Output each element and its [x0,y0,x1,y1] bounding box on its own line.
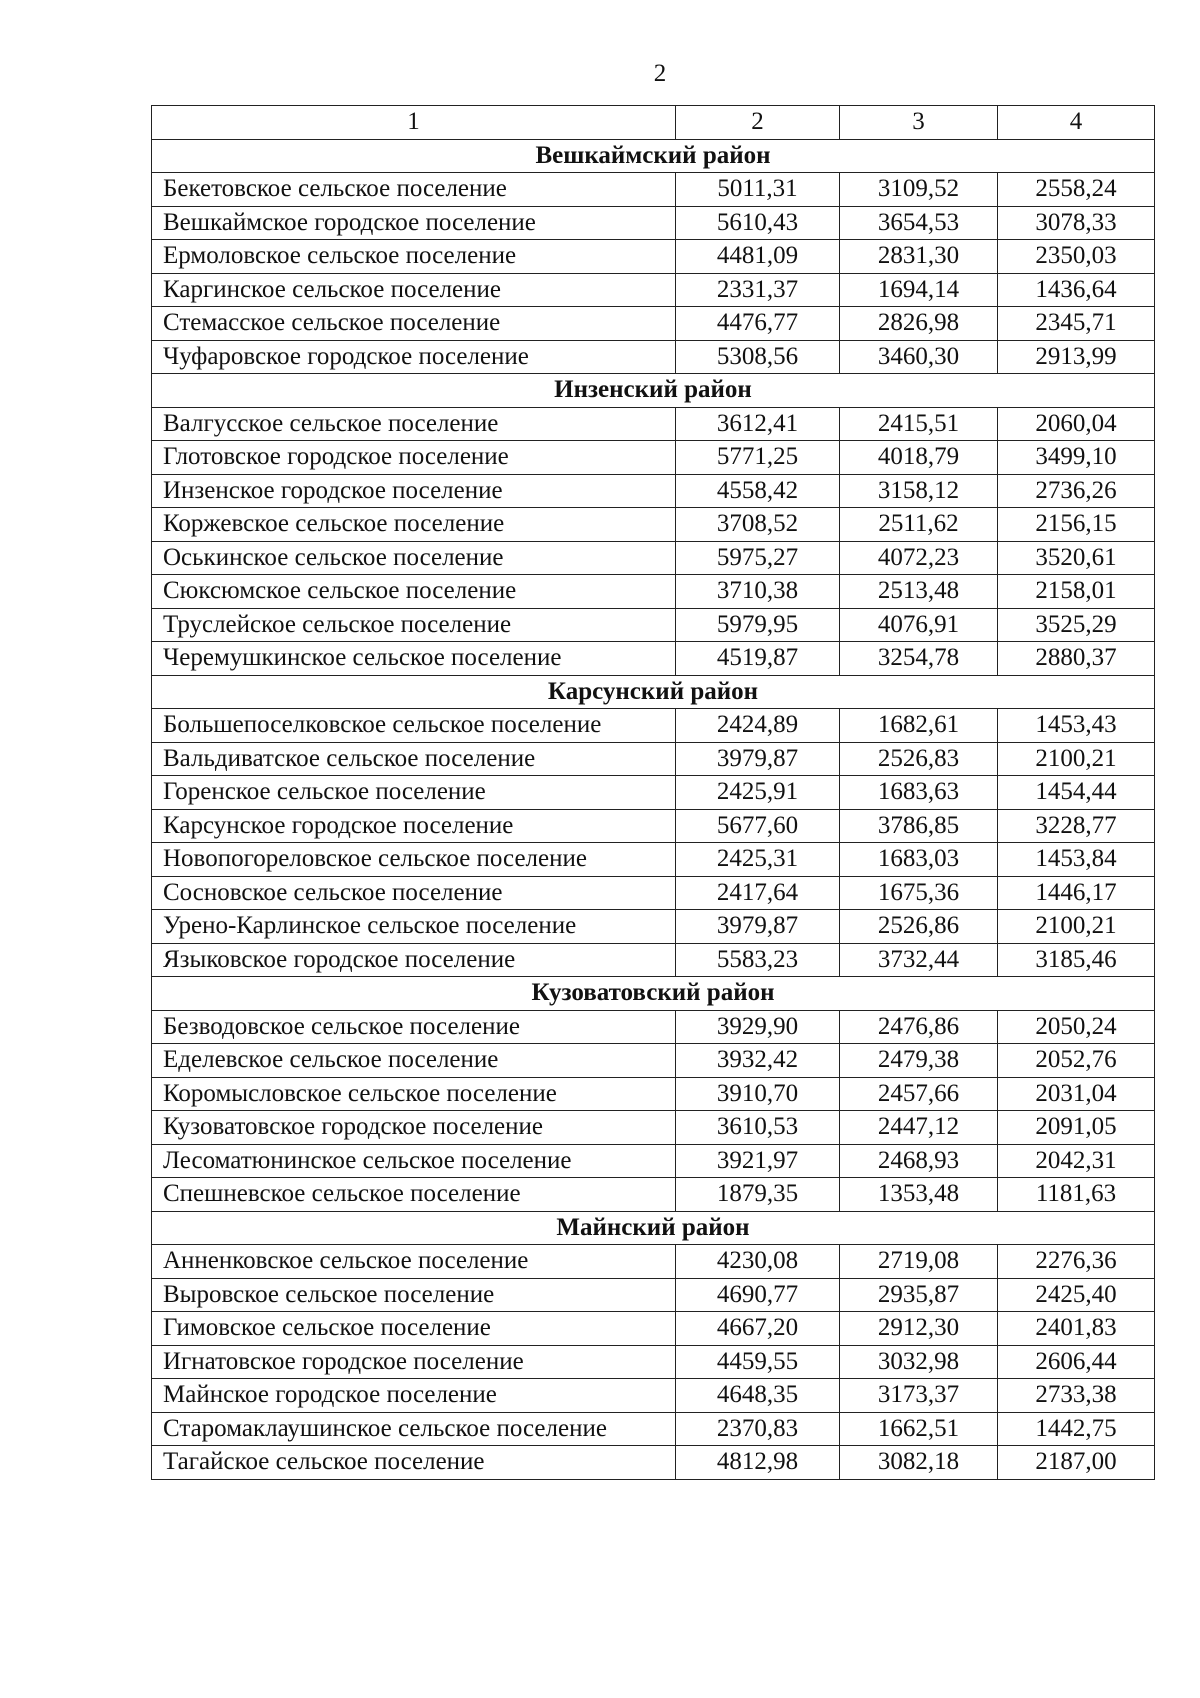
value-col-4: 2276,36 [998,1245,1155,1279]
value-col-3: 1353,48 [840,1178,998,1212]
value-col-4: 2425,40 [998,1278,1155,1312]
value-col-3: 4018,79 [840,441,998,475]
district-row [152,977,1155,1011]
table-row [152,240,1155,274]
value-col-2: 2424,89 [676,709,840,743]
district-row [152,675,1155,709]
district-row [152,374,1155,408]
value-col-3: 3460,30 [840,340,998,374]
value-col-4: 2345,71 [998,307,1155,341]
district-title: Майнский район [152,1211,1155,1245]
value-col-2: 2417,64 [676,876,840,910]
value-col-4: 3525,29 [998,608,1155,642]
district-title: Вешкаймский район [152,139,1155,173]
value-col-4: 2042,31 [998,1144,1155,1178]
settlement-name: Чуфаровское городское поселение [152,340,676,374]
value-col-2: 4459,55 [676,1345,840,1379]
header-cell-3: 3 [840,106,998,140]
value-col-4: 2558,24 [998,173,1155,207]
value-col-4: 3078,33 [998,206,1155,240]
settlement-name: Еделевское сельское поселение [152,1044,676,1078]
district-title: Инзенский район [152,374,1155,408]
value-col-3: 3032,98 [840,1345,998,1379]
value-col-4: 1181,63 [998,1178,1155,1212]
settlement-name: Безводовское сельское поселение [152,1010,676,1044]
value-col-4: 2091,05 [998,1111,1155,1145]
value-col-2: 2425,31 [676,843,840,877]
district-row [152,139,1155,173]
value-col-2: 4481,09 [676,240,840,274]
value-col-2: 1879,35 [676,1178,840,1212]
value-col-3: 2511,62 [840,508,998,542]
value-col-3: 2476,86 [840,1010,998,1044]
header-cell-4: 4 [998,106,1155,140]
value-col-2: 5583,23 [676,943,840,977]
value-col-2: 5610,43 [676,206,840,240]
settlement-name: Глотовское городское поселение [152,441,676,475]
table-row [152,508,1155,542]
value-col-3: 3109,52 [840,173,998,207]
settlement-name: Горенское сельское поселение [152,776,676,810]
value-col-3: 2831,30 [840,240,998,274]
settlement-name: Урено-Карлинское сельское поселение [152,910,676,944]
district-title: Карсунский район [152,675,1155,709]
table-row [152,642,1155,676]
value-col-4: 2052,76 [998,1044,1155,1078]
value-col-2: 4812,98 [676,1446,840,1480]
value-col-4: 3228,77 [998,809,1155,843]
value-col-2: 3921,97 [676,1144,840,1178]
value-col-4: 2100,21 [998,742,1155,776]
table-row [152,273,1155,307]
settlement-name: Майнское городское поселение [152,1379,676,1413]
table-row [152,541,1155,575]
settlement-name: Каргинское сельское поселение [152,273,676,307]
value-col-3: 2526,86 [840,910,998,944]
header-cell-1: 1 [152,106,676,140]
value-col-4: 3520,61 [998,541,1155,575]
value-col-2: 3979,87 [676,742,840,776]
value-col-4: 2350,03 [998,240,1155,274]
table-row [152,1278,1155,1312]
value-col-4: 2913,99 [998,340,1155,374]
value-col-3: 2457,66 [840,1077,998,1111]
settlement-name: Сосновское сельское поселение [152,876,676,910]
value-col-2: 3910,70 [676,1077,840,1111]
value-col-3: 1683,03 [840,843,998,877]
settlement-name: Кузоватовское городское поселение [152,1111,676,1145]
value-col-3: 3654,53 [840,206,998,240]
value-col-3: 2468,93 [840,1144,998,1178]
value-col-4: 1453,43 [998,709,1155,743]
value-col-2: 4476,77 [676,307,840,341]
table-row [152,1245,1155,1279]
table-row [152,340,1155,374]
value-col-3: 2935,87 [840,1278,998,1312]
settlement-name: Черемушкинское сельское поселение [152,642,676,676]
value-col-3: 2719,08 [840,1245,998,1279]
table-row [152,474,1155,508]
settlement-name: Ермоловское сельское поселение [152,240,676,274]
table-row [152,910,1155,944]
value-col-3: 3254,78 [840,642,998,676]
settlement-name: Спешневское сельское поселение [152,1178,676,1212]
header-row [152,106,1155,140]
value-col-2: 5308,56 [676,340,840,374]
value-col-2: 5771,25 [676,441,840,475]
settlements-table [151,105,1155,1480]
value-col-4: 2733,38 [998,1379,1155,1413]
value-col-2: 4667,20 [676,1312,840,1346]
table-row [152,943,1155,977]
value-col-4: 2401,83 [998,1312,1155,1346]
settlement-name: Игнатовское городское поселение [152,1345,676,1379]
table-row [152,776,1155,810]
table-row [152,575,1155,609]
table-row [152,1379,1155,1413]
value-col-2: 5677,60 [676,809,840,843]
value-col-2: 3929,90 [676,1010,840,1044]
value-col-4: 2158,01 [998,575,1155,609]
value-col-4: 3185,46 [998,943,1155,977]
value-col-2: 3708,52 [676,508,840,542]
value-col-4: 1453,84 [998,843,1155,877]
value-col-3: 2479,38 [840,1044,998,1078]
table-row [152,173,1155,207]
table-row [152,709,1155,743]
settlement-name: Бекетовское сельское поселение [152,173,676,207]
value-col-2: 5011,31 [676,173,840,207]
district-title: Кузоватовский район [152,977,1155,1011]
value-col-3: 2447,12 [840,1111,998,1145]
settlement-name: Сюксюмское сельское поселение [152,575,676,609]
value-col-4: 1454,44 [998,776,1155,810]
value-col-4: 2100,21 [998,910,1155,944]
value-col-4: 2606,44 [998,1345,1155,1379]
value-col-2: 4558,42 [676,474,840,508]
value-col-4: 2736,26 [998,474,1155,508]
table-row [152,441,1155,475]
settlement-name: Оськинское сельское поселение [152,541,676,575]
value-col-4: 3499,10 [998,441,1155,475]
value-col-2: 4690,77 [676,1278,840,1312]
settlement-name: Карсунское городское поселение [152,809,676,843]
settlement-name: Валгусское сельское поселение [152,407,676,441]
value-col-2: 3932,42 [676,1044,840,1078]
settlement-name: Инзенское городское поселение [152,474,676,508]
settlement-name: Старомаклаушинское сельское поселение [152,1412,676,1446]
value-col-2: 4230,08 [676,1245,840,1279]
settlement-name: Анненковское сельское поселение [152,1245,676,1279]
value-col-3: 1682,61 [840,709,998,743]
table-row [152,1312,1155,1346]
settlement-name: Тагайское сельское поселение [152,1446,676,1480]
settlement-name: Новопогореловское сельское поселение [152,843,676,877]
table-row [152,1111,1155,1145]
value-col-3: 2912,30 [840,1312,998,1346]
settlement-name: Лесоматюнинское сельское поселение [152,1144,676,1178]
value-col-4: 1442,75 [998,1412,1155,1446]
value-col-2: 3979,87 [676,910,840,944]
table-row [152,1345,1155,1379]
table-row [152,843,1155,877]
page-number: 2 [653,60,667,87]
table-row [152,206,1155,240]
value-col-4: 1446,17 [998,876,1155,910]
table-row [152,742,1155,776]
header-cell-2: 2 [676,106,840,140]
value-col-3: 2415,51 [840,407,998,441]
district-row [152,1211,1155,1245]
settlement-name: Выровское сельское поселение [152,1278,676,1312]
value-col-2: 5979,95 [676,608,840,642]
table-row [152,1446,1155,1480]
settlement-name: Вальдиватское сельское поселение [152,742,676,776]
value-col-2: 4648,35 [676,1379,840,1413]
value-col-3: 1662,51 [840,1412,998,1446]
settlement-name: Коромысловское сельское поселение [152,1077,676,1111]
value-col-2: 3710,38 [676,575,840,609]
value-col-2: 4519,87 [676,642,840,676]
table-row [152,1178,1155,1212]
value-col-2: 5975,27 [676,541,840,575]
table-row [152,1077,1155,1111]
settlement-name: Гимовское сельское поселение [152,1312,676,1346]
table-row [152,809,1155,843]
value-col-3: 3082,18 [840,1446,998,1480]
table-row [152,407,1155,441]
table-row [152,608,1155,642]
value-col-2: 3610,53 [676,1111,840,1145]
settlement-name: Большепоселковское сельское поселение [152,709,676,743]
value-col-4: 2156,15 [998,508,1155,542]
value-col-2: 3612,41 [676,407,840,441]
value-col-3: 2826,98 [840,307,998,341]
value-col-3: 3732,44 [840,943,998,977]
value-col-3: 3158,12 [840,474,998,508]
settlement-name: Языковское городское поселение [152,943,676,977]
settlement-name: Стемасское сельское поселение [152,307,676,341]
table-row [152,1044,1155,1078]
value-col-2: 2370,83 [676,1412,840,1446]
value-col-4: 2060,04 [998,407,1155,441]
table-row [152,1010,1155,1044]
value-col-2: 2425,91 [676,776,840,810]
value-col-3: 1683,63 [840,776,998,810]
value-col-3: 4076,91 [840,608,998,642]
value-col-2: 2331,37 [676,273,840,307]
table-row [152,1144,1155,1178]
settlement-name: Вешкаймское городское поселение [152,206,676,240]
value-col-3: 3786,85 [840,809,998,843]
value-col-4: 2880,37 [998,642,1155,676]
settlement-name: Коржевское сельское поселение [152,508,676,542]
value-col-3: 4072,23 [840,541,998,575]
table-row [152,1412,1155,1446]
table-row [152,307,1155,341]
settlement-name: Труслейское сельское поселение [152,608,676,642]
value-col-3: 1694,14 [840,273,998,307]
value-col-4: 2050,24 [998,1010,1155,1044]
value-col-4: 2187,00 [998,1446,1155,1480]
value-col-4: 1436,64 [998,273,1155,307]
value-col-3: 2526,83 [840,742,998,776]
table-row [152,876,1155,910]
value-col-4: 2031,04 [998,1077,1155,1111]
value-col-3: 3173,37 [840,1379,998,1413]
value-col-3: 2513,48 [840,575,998,609]
value-col-3: 1675,36 [840,876,998,910]
